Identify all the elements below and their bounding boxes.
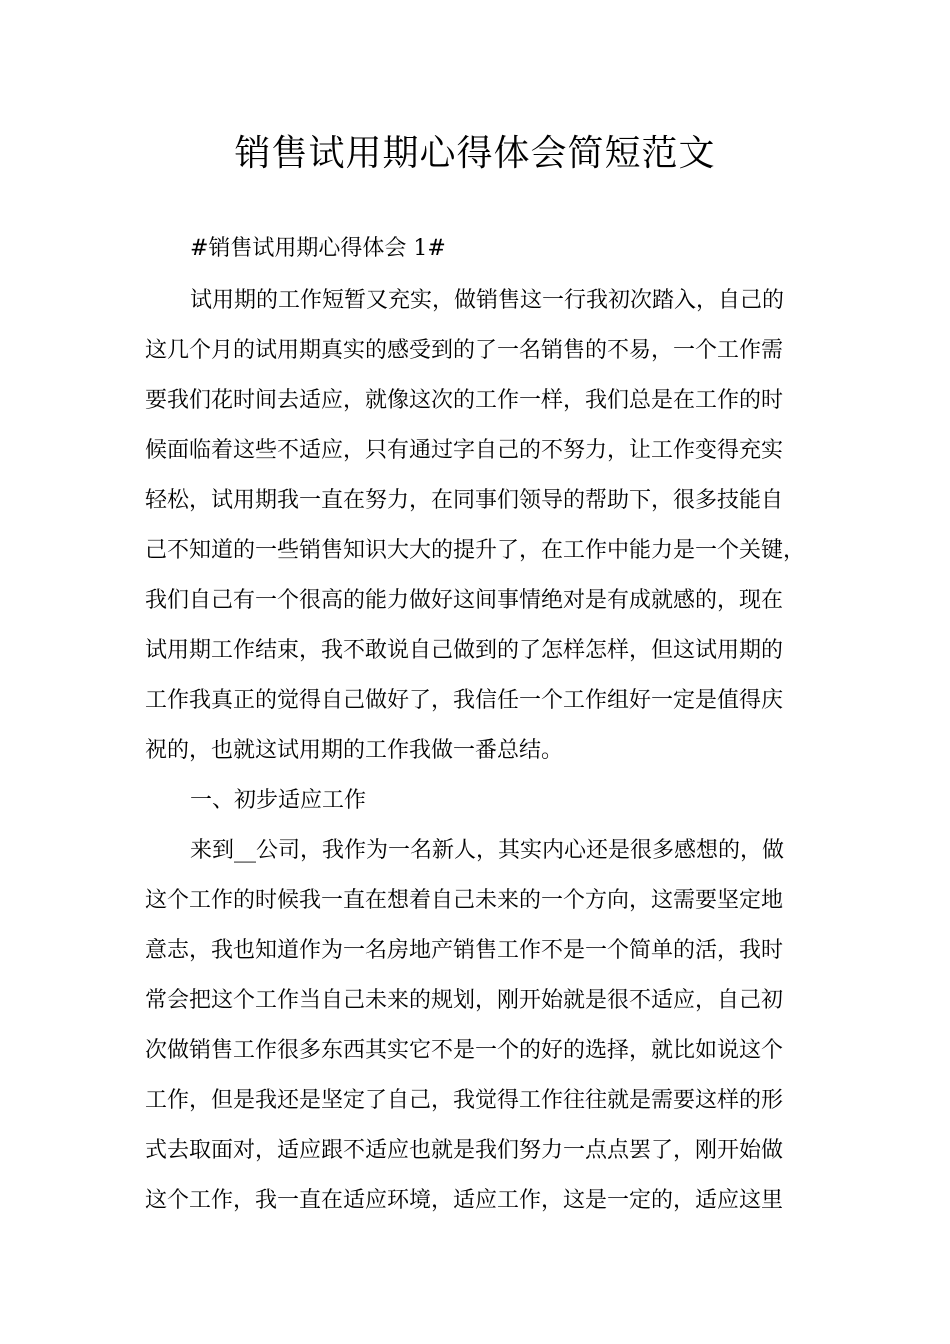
paragraph-1-line: 祝的，也就这试用期的工作我做一番总结。 <box>145 738 564 763</box>
paragraph-2-line: 次做销售工作很多东西其实它不是一个的好的选择，就比如说这个 <box>145 1038 784 1063</box>
paragraph-1-line: 试用期的工作短暂又充实，做销售这一行我初次踏入，自己的 <box>190 288 785 313</box>
document-title: 销售试用期心得体会简短范文 <box>234 133 716 174</box>
paragraph-2-line: 意志，我也知道作为一名房地产销售工作不是一个简单的活，我时 <box>145 938 784 963</box>
paragraph-2-line: 这个工作，我一直在适应环境，适应工作，这是一定的，适应这里 <box>145 1188 784 1213</box>
subheading: 一、初步适应工作 <box>190 788 367 813</box>
paragraph-1-line: 候面临着这些不适应，只有通过字自己的不努力，让工作变得充实 <box>145 438 784 463</box>
paragraph-1-line: 这几个月的试用期真实的感受到的了一名销售的不易，一个工作需 <box>145 338 784 363</box>
paragraph-2-line: 工作，但是我还是坚定了自己，我觉得工作往往就是需要这样的形 <box>145 1088 784 1113</box>
paragraph-2-line: 这个工作的时候我一直在想着自己未来的一个方向，这需要坚定地 <box>145 888 784 913</box>
paragraph-1-line: 轻松，试用期我一直在努力，在同事们领导的帮助下，很多技能自 <box>145 488 784 513</box>
paragraph-1-line: 试用期工作结束，我不敢说自己做到的了怎样怎样，但这试用期的 <box>145 638 784 663</box>
paragraph-1-line: 要我们花时间去适应，就像这次的工作一样，我们总是在工作的时 <box>145 388 784 413</box>
paragraph-2-line: 常会把这个工作当自己未来的规划，刚开始就是很不适应，自己初 <box>145 988 784 1013</box>
paragraph-1-line: 工作我真正的觉得自己做好了，我信任一个工作组好一定是值得庆 <box>145 688 784 713</box>
paragraph-1-line: 我们自己有一个很高的能力做好这间事情绝对是有成就感的，现在 <box>145 588 784 613</box>
paragraph-2-line: 式去取面对，适应跟不适应也就是我们努力一点点罢了，刚开始做 <box>145 1138 784 1163</box>
section-heading: #销售试用期心得体会 1# <box>190 236 446 261</box>
paragraph-2-line: 来到__公司，我作为一名新人，其实内心还是很多感想的，做 <box>190 838 785 863</box>
paragraph-1-line: 己不知道的一些销售知识大大的提升了，在工作中能力是一个关键， <box>145 538 806 563</box>
